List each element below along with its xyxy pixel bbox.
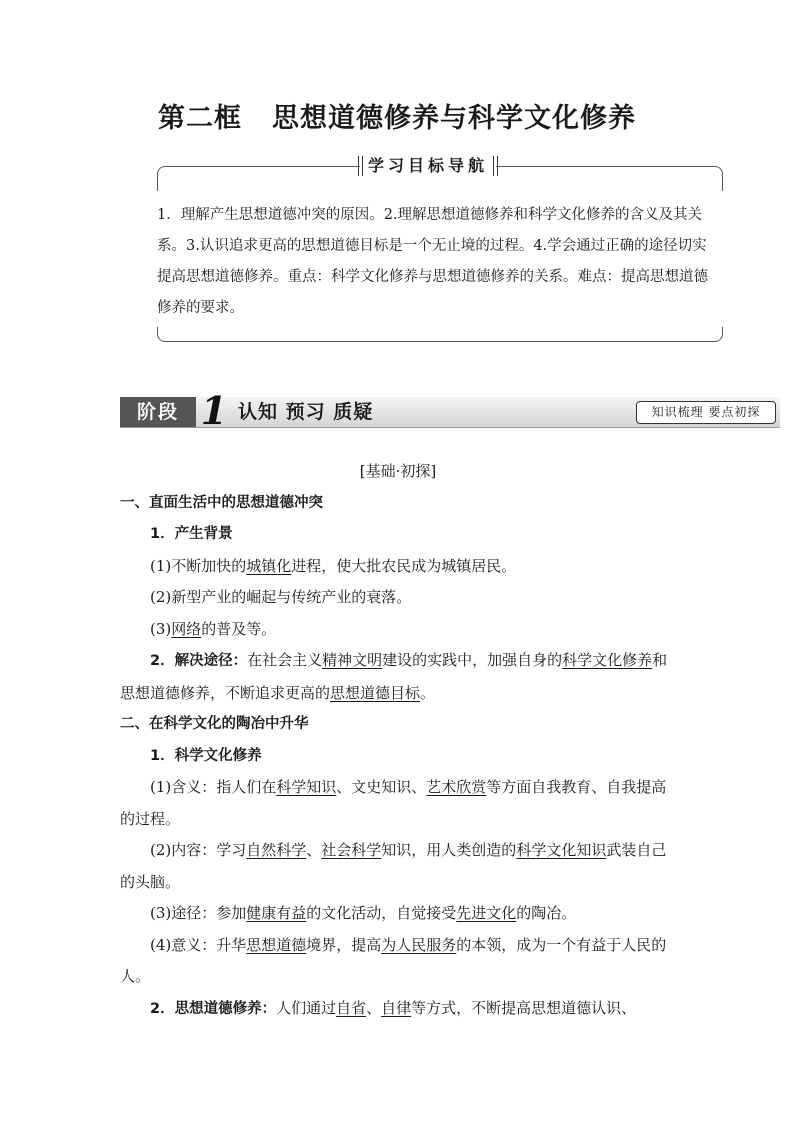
list-item: (3)网络的普及等。 [150,619,277,638]
key-term: 科学文化修养 [562,651,653,669]
section-heading-2: 二、在科学文化的陶冶中升华 [120,716,309,732]
key-term: 思想道德 [246,935,307,954]
key-term: 健康有益 [246,904,307,922]
stage-title: 认知 预习 质疑 [238,401,374,423]
key-term: 自律 [381,998,412,1017]
section-heading-1: 一、直面生活中的思想道德冲突 [120,494,323,511]
stage-banner [120,388,780,433]
solution-paragraph: 2．解决途径：在社会主义精神文明建设的实践中，加强自身的科学文化修养和思想道德修养，不断追求更高的思想道德目标。 [120,651,668,702]
section-tag: [基础·初探] [359,462,437,480]
key-term: 网络 [171,619,202,638]
stage-tag: 阶段 [120,397,196,427]
list-item: (1)含义：指人们在科学知识、文史知识、艺术欣赏等方面自我教育、自我提高的过程。 [120,778,667,828]
key-term: 科学知识 [276,778,337,796]
key-term: 城镇化 [246,556,292,575]
key-term: 社会科学 [321,841,382,859]
main-content [120,456,676,1025]
key-term: 自然科学 [246,841,307,859]
list-item: (2)新型产业的崛起与传统产业的衰落。 [150,588,412,606]
title-topic: 思想道德修养与科学文化修养 [272,103,636,134]
subheading-solution: 2．解决途径： [150,653,248,669]
subheading-background: 1．产生背景 [150,526,233,542]
key-term: 艺术欣赏 [426,778,487,796]
learning-goals-box [157,156,723,342]
goals-frame-bottom [157,327,723,342]
moral-cultivation-paragraph: 2．思想道德修养：人们通过自省、自律等方式，不断提高思想道德认识、 [150,998,637,1017]
stage-badge: 知识梳理 要点初探 [636,401,776,424]
stage-number: 1 [200,388,228,433]
key-term: 为人民服务 [381,935,457,954]
page-title [0,96,794,135]
key-term: 精神文明 [322,651,383,669]
key-term: 自省 [336,998,367,1017]
list-item: (2)内容：学习自然科学、社会科学知识，用人类创造的科学文化知识武装自己的头脑。 [120,841,667,891]
list-item: (1)不断加快的城镇化进程，使大批农民成为城镇居民。 [150,556,517,575]
key-term: 科学文化知识 [516,841,607,859]
subheading-science-culture: 1．科学文化修养 [150,747,262,764]
key-term: 先进文化 [456,904,517,922]
key-term: 思想道德目标 [330,683,421,702]
subheading-moral-cultivation: 2．思想道德修养： [150,1000,277,1017]
list-item: (3)途径：参加健康有益的文化活动，自觉接受先进文化的陶冶。 [150,904,577,922]
goals-text: 1．理解产生思想道德冲突的原因。2.理解思想道德修养和科学文化修养的含义及其关系。3.认识追求更高的思想道德目标是一个无止境的过程。4.学会通过正确的途径切实提高思想道德修养。重点：科学文化修养与思想道德修养的关系。难点：提高思想道德修养的要求。 [157,207,708,316]
title-frame-number: 第二框 [158,103,242,134]
list-item: (4)意义：升华思想道德境界，提高为人民服务的本领，成为一个有益于人民的人。 [120,935,667,985]
goals-label: 学习目标导航 [360,154,496,178]
